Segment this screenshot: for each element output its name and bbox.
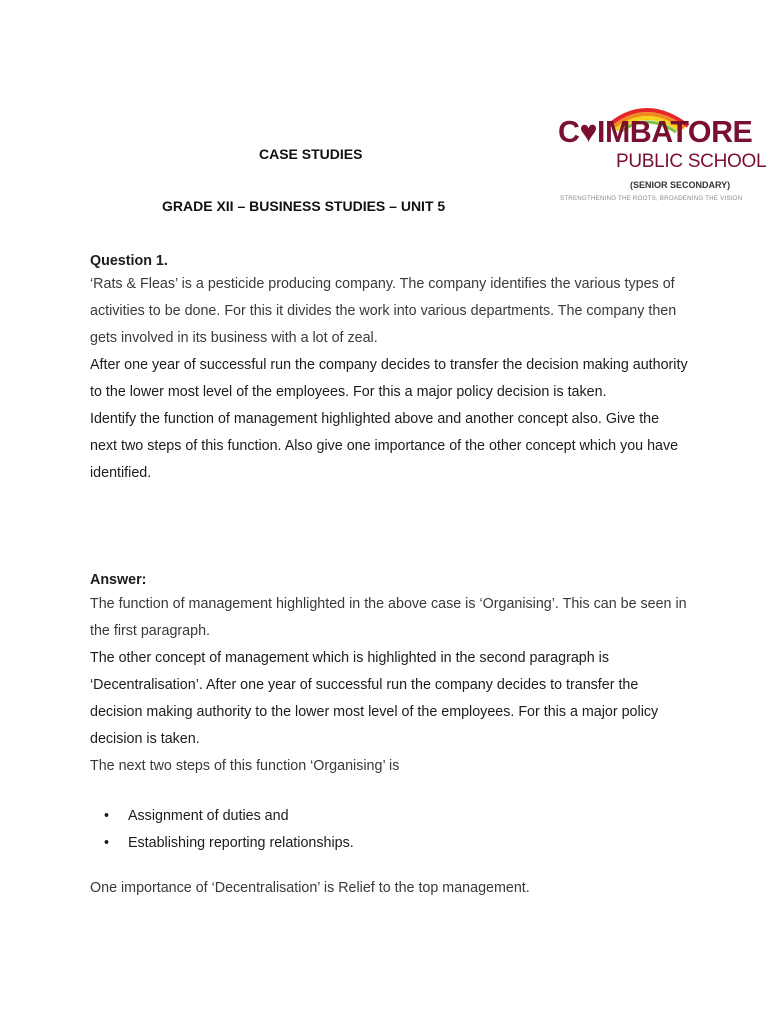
bullet-icon: • (104, 808, 110, 824)
list-item-text: Assignment of duties and (128, 808, 289, 824)
answer-text (90, 591, 690, 780)
question-label: Question 1. (90, 253, 168, 269)
bullet-icon: • (104, 835, 110, 851)
logo-level: (SENIOR SECONDARY) (630, 180, 731, 190)
logo-tagline: STRENGTHENING THE ROOTS, BROADENING THE VISION (560, 195, 743, 202)
question-paragraph: Identify the function of management highlighted above and another concept also. Give the next two steps of this function. Also give one importance of the other concept which you have identified. (90, 411, 679, 481)
list-item-text: Establishing reporting relationships. (128, 835, 354, 851)
logo-school-name: C♥IMBATORE (558, 114, 753, 149)
answer-paragraph: The function of management highlighted in the above case is ‘Organising’. This can be seen in the first paragraph. (90, 596, 687, 639)
answer-paragraph: The other concept of management which is highlighted in the second paragraph is ‘Decentralisation’. After one year of successful run the company decides to transfer the decision making authority to the lower most level of the employees. For this a major policy decision is taken. (90, 650, 659, 747)
logo-subtitle: PUBLIC SCHOOL (616, 151, 767, 172)
page-subtitle: GRADE XII – BUSINESS STUDIES – UNIT 5 (162, 198, 446, 214)
question-paragraph: After one year of successful run the company decides to transfer the decision making authority to the lower most level of the employees. For this a major policy decision is taken. (90, 357, 688, 400)
page-title: CASE STUDIES (259, 146, 363, 162)
list-item (104, 803, 354, 830)
answer-label: Answer: (90, 572, 147, 588)
question-text (90, 271, 690, 487)
question-paragraph: ‘Rats & Fleas’ is a pesticide producing company. The company identifies the various types of activities to be done. For this it divides the work into various departments. The company then gets involved in its business with a lot of zeal. (90, 276, 677, 346)
list-item (104, 830, 354, 857)
school-logo (556, 96, 767, 208)
steps-list (104, 803, 354, 857)
answer-paragraph: The next two steps of this function ‘Organising’ is (90, 758, 400, 774)
closing-statement: One importance of ‘Decentralisation’ is Relief to the top management. (90, 880, 530, 896)
